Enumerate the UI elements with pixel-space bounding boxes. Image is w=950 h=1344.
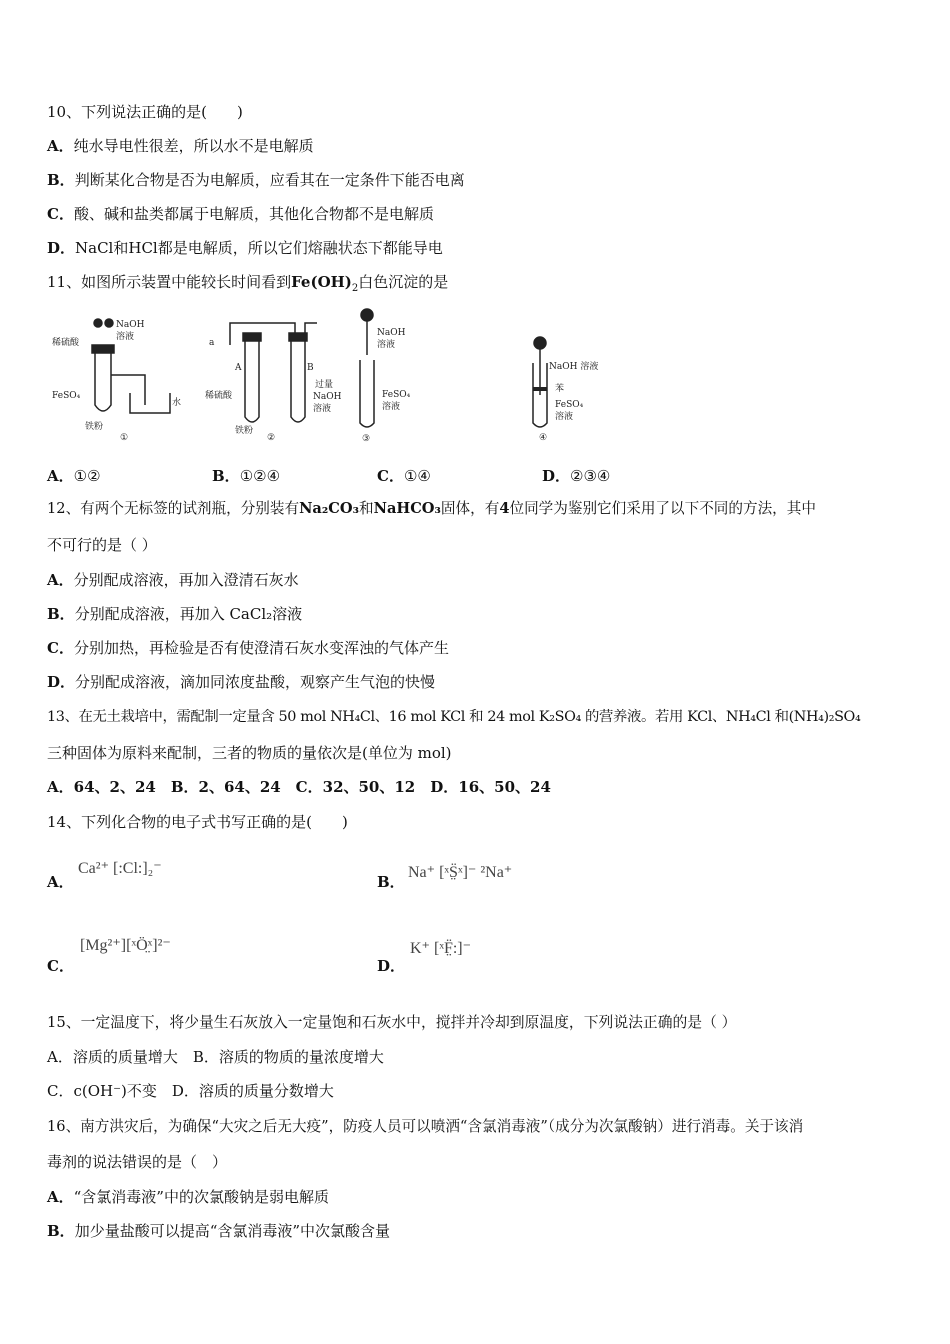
formula: NaHCO₃ <box>373 500 441 517</box>
q14-option-c-formula: [Mg²⁺][ˣÖ̤ˣ]²⁻ <box>80 937 171 954</box>
q14-stem: 14、下列化合物的电子式书写正确的是( ) <box>47 813 348 831</box>
option-text: ②③④ <box>570 467 611 485</box>
label: NaOH <box>377 328 406 338</box>
stem-text: 位同学为鉴别它们采用了以下不同的方法，其中 <box>509 500 816 517</box>
q15-options-line1: A．溶质的质量增大 B．溶质的物质的量浓度增大 <box>47 1048 384 1066</box>
label: 溶液 <box>382 402 401 412</box>
label: FeSO₄ <box>52 391 81 401</box>
option-label: B． <box>47 171 75 189</box>
q14-option-d-formula: K⁺ [ˣF̤̈:]⁻ <box>410 940 472 957</box>
option-text: 酸、碱和盐类都属于电解质，其他化合物都不是电解质 <box>73 205 434 223</box>
figure-number: ① <box>120 433 129 443</box>
label: A <box>235 363 242 373</box>
q14-option-a-formula: Ca²⁺ [:Cl:]₂⁻ <box>78 860 162 877</box>
q16-stem-cont: 毒剂的说法错误的是（ ） <box>47 1153 228 1171</box>
option-text: 分别加热，再检验是否有使澄清石灰水变浑浊的气体产生 <box>73 639 449 657</box>
option-label: A． <box>47 1188 74 1206</box>
stem-text: 固体，有 <box>440 500 500 517</box>
option-label: B． <box>47 1222 75 1240</box>
option-label: A． <box>47 571 74 589</box>
label: NaOH <box>313 392 342 402</box>
q14-option-b-label: B． <box>377 873 405 891</box>
q12-option-d <box>47 672 435 692</box>
option-label: D． <box>47 673 76 691</box>
q12-option-c <box>47 638 449 658</box>
q11-option-b <box>212 465 280 486</box>
apparatus-figure-1 <box>50 305 200 450</box>
q14-option-c-label: C． <box>47 957 74 975</box>
label: 溶液 <box>377 340 396 350</box>
label: 稀硫酸 <box>52 338 80 348</box>
q10-option-b <box>47 170 465 190</box>
option-label: A． <box>47 137 74 155</box>
formula: Fe(OH) <box>291 273 352 291</box>
option-label: D． <box>47 239 76 257</box>
option-text: ①④ <box>403 467 431 485</box>
q10-option-c <box>47 204 434 224</box>
q12-option-a <box>47 570 299 590</box>
q13-options: A．64、2、24 B．2、64、24 C．32、50、12 D．16、50、24 <box>47 778 551 796</box>
q14-option-d-label: D． <box>377 957 406 975</box>
q11-option-a <box>47 465 101 486</box>
label: 稀硫酸 <box>205 391 233 401</box>
option-text: 加少量盐酸可以提高“含氯消毒液”中次氯酸含量 <box>74 1222 391 1240</box>
label: FeSO₄ <box>382 390 411 400</box>
q10-stem: 10、下列说法正确的是( ) <box>47 103 243 121</box>
q12-stem <box>47 499 816 519</box>
q11-option-c <box>377 465 431 486</box>
option-label: C． <box>47 639 74 657</box>
option-text: ①② <box>73 467 101 485</box>
option-text: NaCl和HCl都是电解质，所以它们熔融状态下都能导电 <box>75 239 443 257</box>
option-label: C． <box>377 467 404 485</box>
q13-stem: 13、在无土栽培中，需配制一定量含 50 mol NH₄Cl、16 mol KCl 和 24 mol K₂SO₄ 的营养液。若用 KCl、NH₄Cl 和(NH₄)₂SO₄ <box>47 709 861 725</box>
label: 溶液 <box>116 332 135 342</box>
stem-text: 白色沉淀的是 <box>358 273 449 291</box>
q10-option-a <box>47 136 314 156</box>
label: NaOH 溶液 <box>549 362 599 372</box>
option-text: ①②④ <box>239 467 281 485</box>
option-label: A． <box>47 467 74 485</box>
option-text: 分别配成溶液，再加入 CaCl₂溶液 <box>74 605 303 623</box>
stem-text: 11、如图所示装置中能较长时间看到 <box>47 273 292 291</box>
figure-number: ④ <box>539 433 548 443</box>
option-text: 分别配成溶液，再加入澄清石灰水 <box>73 571 299 589</box>
stem-text: 和 <box>359 500 374 517</box>
label: 苯 <box>555 384 565 394</box>
option-label: B． <box>212 467 240 485</box>
option-text: 判断某化合物是否为电解质，应看其在一定条件下能否电离 <box>74 171 465 189</box>
label: 溶液 <box>555 412 574 422</box>
q16-option-a <box>47 1187 329 1207</box>
q15-options-line2: C．c(OH⁻)不变 D．溶质的质量分数增大 <box>47 1082 334 1100</box>
option-label: D． <box>542 467 571 485</box>
label: a <box>209 338 215 348</box>
option-text: “含氯消毒液”中的次氯酸钠是弱电解质 <box>73 1188 329 1206</box>
q14-option-a-label: A． <box>47 873 74 891</box>
q16-option-b <box>47 1221 390 1241</box>
q15-stem: 15、一定温度下，将少量生石灰放入一定量饱和石灰水中，搅拌并冷却到原温度，下列说法正确的是（ ） <box>47 1014 737 1031</box>
q13-stem-cont: 三种固体为原料来配制，三者的物质的量依次是(单位为 mol) <box>47 744 452 762</box>
option-text: 分别配成溶液，滴加同浓度盐酸，观察产生气泡的快慢 <box>75 673 436 691</box>
figure-number: ② <box>267 433 276 443</box>
q14-option-b-formula: Na⁺ [ˣS̤̈ˣ]⁻ ²Na⁺ <box>408 864 513 881</box>
option-label: C． <box>47 205 74 223</box>
q12-stem-cont: 不可行的是（ ） <box>47 536 157 554</box>
stem-text: 12、有两个无标签的试剂瓶，分别装有 <box>47 500 300 517</box>
figure-number: ③ <box>362 434 371 444</box>
formula: Na₂CO₃ <box>299 500 359 517</box>
formula-subscript: 2 <box>351 283 359 294</box>
label: 铁粉 <box>85 422 104 432</box>
apparatus-figure-3 <box>352 305 452 450</box>
q16-stem: 16、南方洪灾后，为确保“大灾之后无大疫”，防疫人员可以喷洒“含氯消毒液”（成分为次氯酸钠）进行消毒。关于该消 <box>47 1118 804 1135</box>
apparatus-figure-4 <box>525 305 625 450</box>
label: 铁粉 <box>235 426 254 436</box>
label: 过量 <box>315 380 334 390</box>
label: 溶液 <box>313 404 332 414</box>
label: NaOH <box>116 320 145 330</box>
label: FeSO₄ <box>555 400 584 410</box>
number: 4 <box>499 500 510 517</box>
q12-option-b <box>47 604 302 624</box>
label: B <box>307 363 314 373</box>
label: 水 <box>172 398 182 408</box>
q10-option-d <box>47 238 443 258</box>
apparatus-figure-2 <box>205 305 355 450</box>
q11-stem <box>47 272 448 299</box>
option-text: 纯水导电性很差，所以水不是电解质 <box>73 137 314 155</box>
q11-option-d <box>542 465 610 486</box>
option-label: B． <box>47 605 75 623</box>
